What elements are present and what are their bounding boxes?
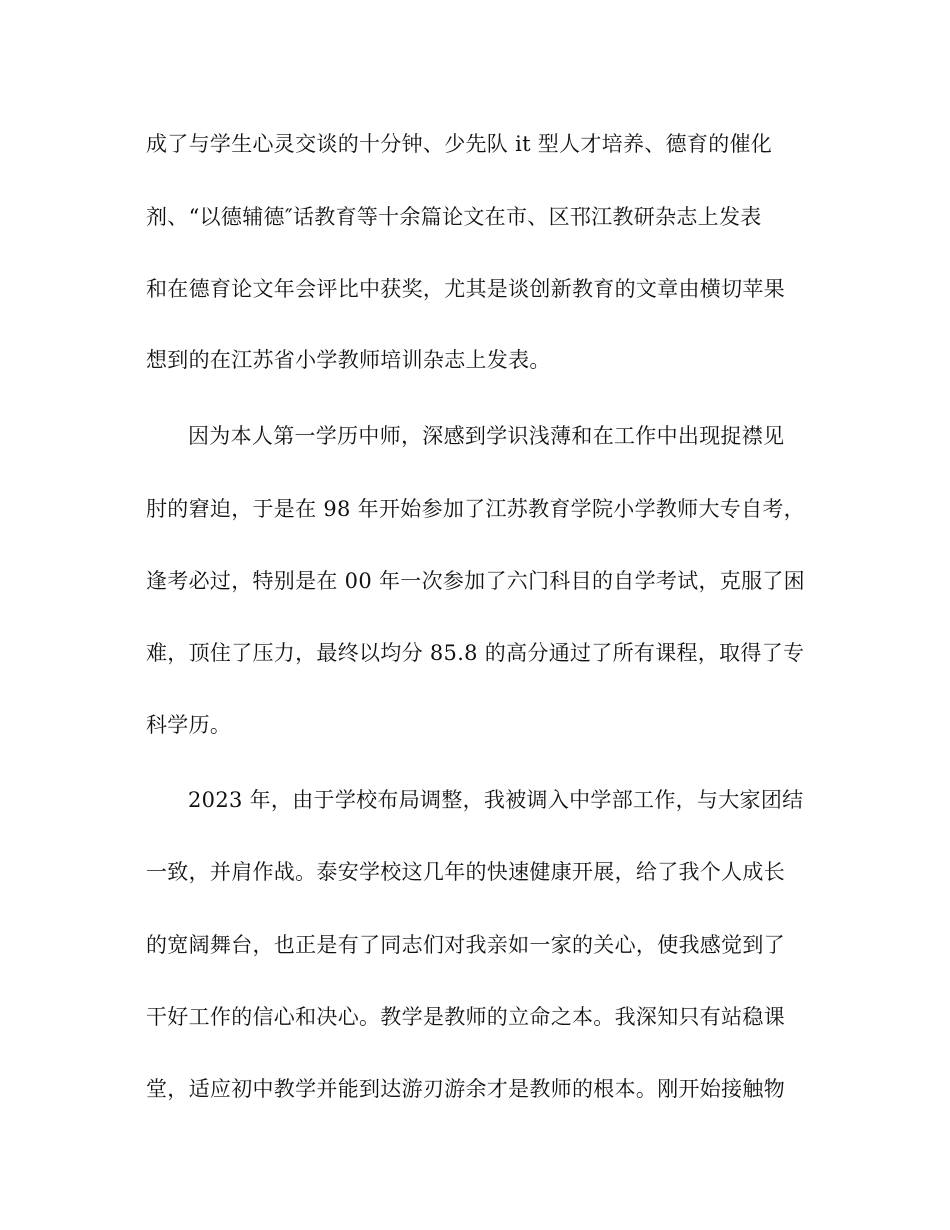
text-line: 成了与学生心灵交谈的十分钟、少先队 it 型人才培养、德育的催化 bbox=[146, 132, 773, 156]
text-line: 的宽阔舞台，也正是有了同志们对我亲如一家的关心，使我感觉到了 bbox=[146, 933, 785, 957]
text-line: 肘的窘迫，于是在 98 年开始参加了江苏教育学院小学教师大专自考， bbox=[146, 497, 805, 521]
text-line: 堂，适应初中教学并能到达游刃游余才是教师的根本。刚开始接触物 bbox=[146, 1077, 785, 1101]
text-line: 剂、“以德辅德″话教育等十余篇论文在市、区邗江教研杂志上发表 bbox=[146, 205, 762, 229]
text-line: 逢考必过，特别是在 00 年一次参加了六门科目的自学考试，克服了困 bbox=[146, 569, 805, 593]
paragraph-start-line: 2023 年，由于学校布局调整，我被调入中学部工作，与大家团结 bbox=[188, 788, 804, 812]
paragraph-start-line: 因为本人第一学历中师，深感到学识浅薄和在工作中出现捉襟见 bbox=[188, 424, 785, 448]
text-line: 一致，并肩作战。泰安学校这几年的快速健康开展，给了我个人成长 bbox=[146, 860, 785, 884]
text-line: 想到的在江苏省小学教师培训杂志上发表。 bbox=[146, 348, 551, 372]
text-line: 科学历。 bbox=[146, 713, 232, 737]
text-line: 和在德育论文年会评比中获奖，尤其是谈创新教育的文章由横切苹果 bbox=[146, 277, 785, 301]
text-line: 难，顶住了压力，最终以均分 85.8 的高分通过了所有课程，取得了专 bbox=[146, 641, 805, 665]
text-line: 干好工作的信心和决心。教学是教师的立命之本。我深知只有站稳课 bbox=[146, 1005, 785, 1029]
